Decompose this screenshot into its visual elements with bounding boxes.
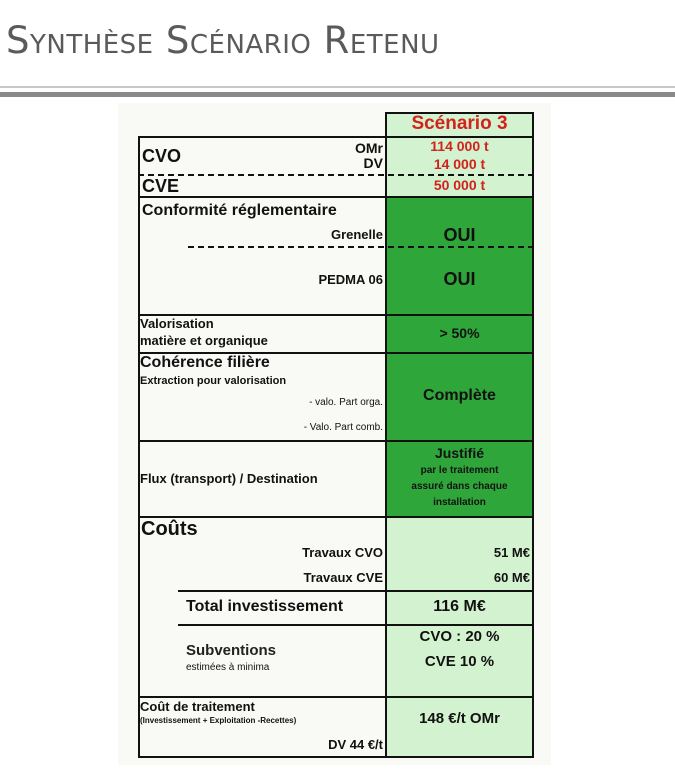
row-line [138, 696, 534, 698]
pedma-value: OUI [443, 269, 476, 289]
extraction-label: Extraction pour valorisation [140, 375, 287, 387]
travaux-cvo-label: Travaux CVO [302, 545, 383, 560]
dv-value: 14 000 t [433, 156, 486, 172]
row-line [178, 624, 534, 626]
row-line [138, 756, 385, 758]
omr-label: OMr [355, 140, 383, 156]
flux-value-line2: par le traitement [420, 465, 499, 476]
conformite-label: Conformité réglementaire [142, 202, 337, 219]
travaux-cve-label: Travaux CVE [303, 570, 383, 585]
subv-cve-value: CVE 10 % [424, 653, 495, 670]
row-line [138, 440, 534, 442]
travaux-cvo-value: 51 M€ [493, 545, 530, 560]
subventions-sub: estimées à minima [186, 662, 270, 673]
total-value: 116 M€ [433, 598, 486, 615]
row-line [178, 590, 534, 592]
omr-value: 114 000 t [430, 138, 489, 154]
dashed-separator [138, 174, 534, 176]
divider [0, 92, 675, 97]
dv-cost: DV 44 €/t [328, 737, 383, 752]
travaux-cve-value: 60 M€ [493, 570, 530, 585]
coherence-label: Cohérence filière [140, 354, 270, 371]
pedma-label: PEDMA 06 [318, 272, 383, 287]
flux-value-line3: assuré dans chaque [411, 481, 508, 492]
flux-value-line4: installation [433, 497, 486, 508]
cvo-label: CVO [142, 146, 182, 166]
valorisation-value: > 50% [439, 325, 480, 341]
valorisation-label: Valorisation [140, 316, 214, 331]
divider [0, 86, 675, 88]
grenelle-label: Grenelle [330, 227, 383, 242]
flux-label: Flux (transport) / Destination [140, 471, 318, 486]
total-label: Total investissement [186, 598, 344, 615]
scenario-header: Scénario 3 [411, 113, 508, 134]
cve-value: 50 000 t [433, 177, 486, 193]
grenelle-value: OUI [443, 225, 476, 245]
subv-cvo-value: CVO : 20 % [419, 628, 500, 645]
valo-orga-label: - valo. Part orga. [309, 397, 383, 408]
cout-label: Coût de traitement [140, 699, 255, 714]
couts-label: Coûts [141, 518, 198, 540]
dv-label: DV [363, 155, 383, 171]
page-title: Synthèse Scénario Retenu [6, 19, 440, 62]
cout-sub: (Investissement + Exploitation -Recettes) [140, 716, 297, 725]
summary-table [138, 112, 534, 758]
cout-value: 148 €/t OMr [419, 710, 500, 727]
valo-comb-label: - Valo. Part comb. [303, 422, 383, 433]
valorisation-label-2: matière et organique [140, 333, 268, 348]
cve-label: CVE [142, 176, 180, 196]
left-border [138, 136, 140, 758]
coherence-value: Complète [423, 387, 496, 404]
subventions-label: Subventions [186, 642, 277, 659]
dashed-separator [188, 246, 534, 248]
row-line [138, 196, 534, 198]
flux-value: Justifié [434, 445, 484, 461]
